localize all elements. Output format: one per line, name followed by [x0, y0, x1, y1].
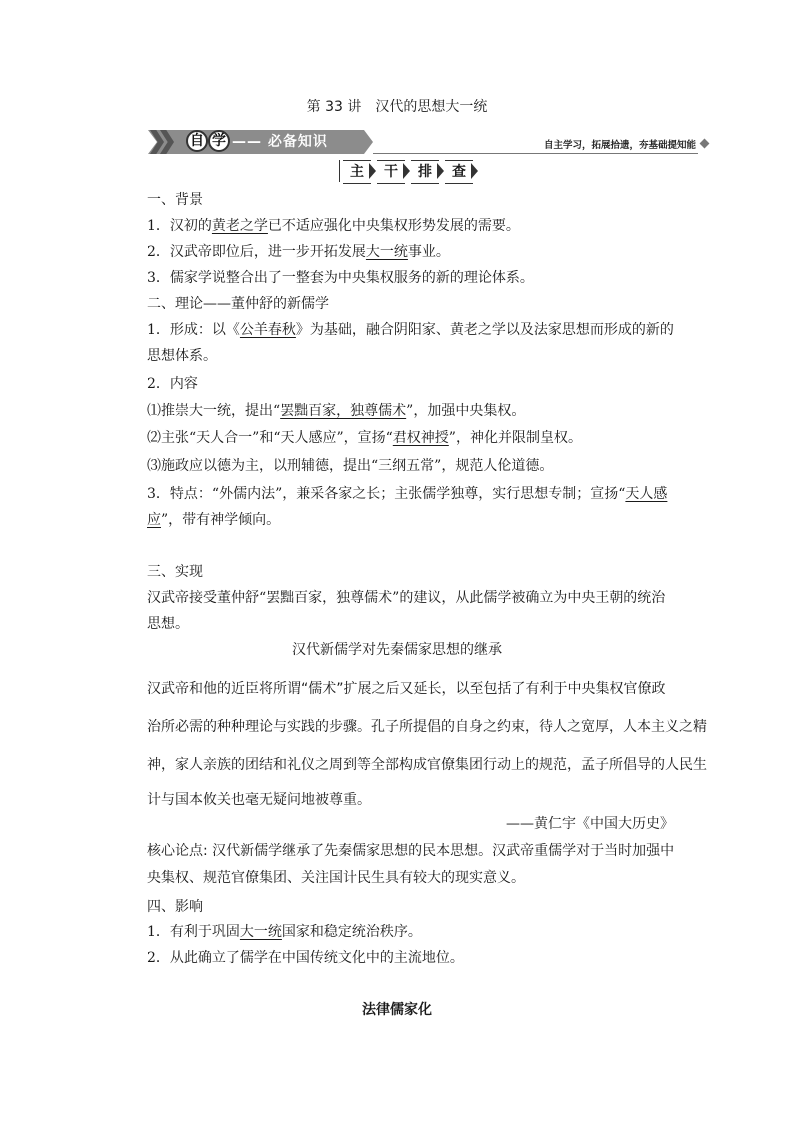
chip-char: 主 [343, 160, 371, 184]
text: 1．汉初的 [147, 218, 212, 234]
material-source: ——黄仁宇《中国大历史》 [506, 816, 674, 832]
text: 事业。 [407, 244, 450, 260]
underlined-term: 君权神授 [392, 430, 449, 446]
material-line: 汉武帝和他的近臣将所谓“儒术”扩展之后又延长，以至包括了有利于中央集权官僚政 [147, 681, 666, 697]
material-line: 治所必需的种种理论与实践的步骤。孔子所提倡的自身之约束，待人之宽厚，人本主义之精 [147, 719, 707, 735]
chip-char: 干 [377, 160, 405, 184]
banner-rule [373, 153, 698, 154]
section-heading: 二、理论——董仲舒的新儒学 [147, 296, 329, 312]
underlined-term: 罢黜百家，独尊儒术 [280, 403, 407, 419]
underlined-term: 天人感 [625, 486, 668, 502]
underlined-term: 应 [147, 512, 161, 528]
list-item [147, 242, 450, 262]
core-point-line: 央集权、规范官僚集团、关注国计民生具有较大的现实意义。 [147, 870, 525, 886]
subheading: 2．内容 [147, 376, 198, 392]
list-item [147, 922, 422, 942]
banner-char-circle: 自 [186, 130, 208, 152]
chip-char: 排 [411, 160, 439, 184]
text: 3．特点：“外儒内法”，兼采各家之长；主张儒学独尊，实行思想专制；宣扬“ [147, 486, 626, 502]
text: 》为基础，融合阴阳家、黄老之学以及法家思想而形成的新的 [295, 322, 674, 338]
section-heading: 四、影响 [147, 899, 203, 915]
chip-arrow-icon [471, 163, 478, 179]
core-point-line: 核心论点: 汉代新儒学继承了先秦儒家思想的民本思想。汉武帝重儒学对于当时加强中 [147, 843, 675, 859]
list-item: ⑶施政应以德为主，以刑辅德，提出“三纲五常”，规范人伦道德。 [147, 458, 554, 474]
list-item [147, 428, 582, 448]
underlined-term: 大一统 [239, 924, 282, 940]
underlined-term: 公羊春秋 [239, 322, 296, 338]
material-title: 汉代新儒学对先秦儒家思想的继承 [292, 642, 502, 658]
list-item: 2．从此确立了儒学在中国传统文化中的主流地位。 [147, 950, 464, 966]
banner-motto: 自主学习，拓展拾遗，夯基础提知能 [543, 140, 696, 151]
lesson-title: 第 33 讲 汉代的思想大一统 [306, 99, 488, 115]
underlined-term: 大一统 [365, 244, 408, 260]
list-item [147, 484, 667, 504]
chip-arrow-icon [369, 163, 376, 179]
text: ”，神化并限制皇权。 [448, 430, 582, 446]
text: 1．形成：以《 [147, 322, 240, 338]
text: ⑴推崇大一统，提出“ [147, 403, 281, 419]
text: 国家和稳定统治秩序。 [281, 924, 422, 940]
banner-subtitle: —— 必备知识 [232, 134, 328, 150]
continuation: 思想体系。 [147, 348, 217, 364]
banner-char-circle: 学 [208, 130, 230, 152]
section-banner [148, 126, 708, 158]
text: 1．有利于巩固 [147, 924, 240, 940]
text: 已不适应强化中央集权形势发展的需要。 [267, 218, 520, 234]
text: ”，加强中央集权。 [406, 403, 526, 419]
continuation [147, 510, 280, 530]
paragraph-line: 思想。 [147, 616, 189, 632]
section-heading: 一、背景 [147, 192, 203, 208]
chip-arrow-icon [437, 163, 444, 179]
underlined-term: 黄老之学 [211, 218, 268, 234]
list-item [147, 320, 674, 340]
list-item: 3．儒家学说整合出了一整套为中央集权服务的新的理论体系。 [147, 270, 534, 286]
section-heading: 三、实现 [147, 564, 203, 580]
material-line: 神，家人亲族的团结和礼仪之周到等全部构成官僚集团行动上的规范，孟子所倡导的人民生 [147, 757, 707, 773]
text: 2．汉武帝即位后，进一步开拓发展 [147, 244, 366, 260]
paragraph-line: 汉武帝接受董仲舒“罢黜百家，独尊儒术”的建议，从此儒学被确立为中央王朝的统治 [147, 590, 666, 606]
next-material-title: 法律儒家化 [362, 1002, 432, 1018]
text: ⑵主张“天人合一”和“天人感应”，宣扬“ [147, 430, 393, 446]
chip-arrow-icon [403, 163, 410, 179]
chip-char: 查 [445, 160, 473, 184]
text: ”，带有神学倾向。 [161, 512, 281, 528]
material-line: 计与国本攸关也毫无疑问地被尊重。 [147, 792, 371, 808]
list-item [147, 216, 520, 236]
list-item [147, 401, 525, 421]
diamond-icon [700, 139, 710, 149]
